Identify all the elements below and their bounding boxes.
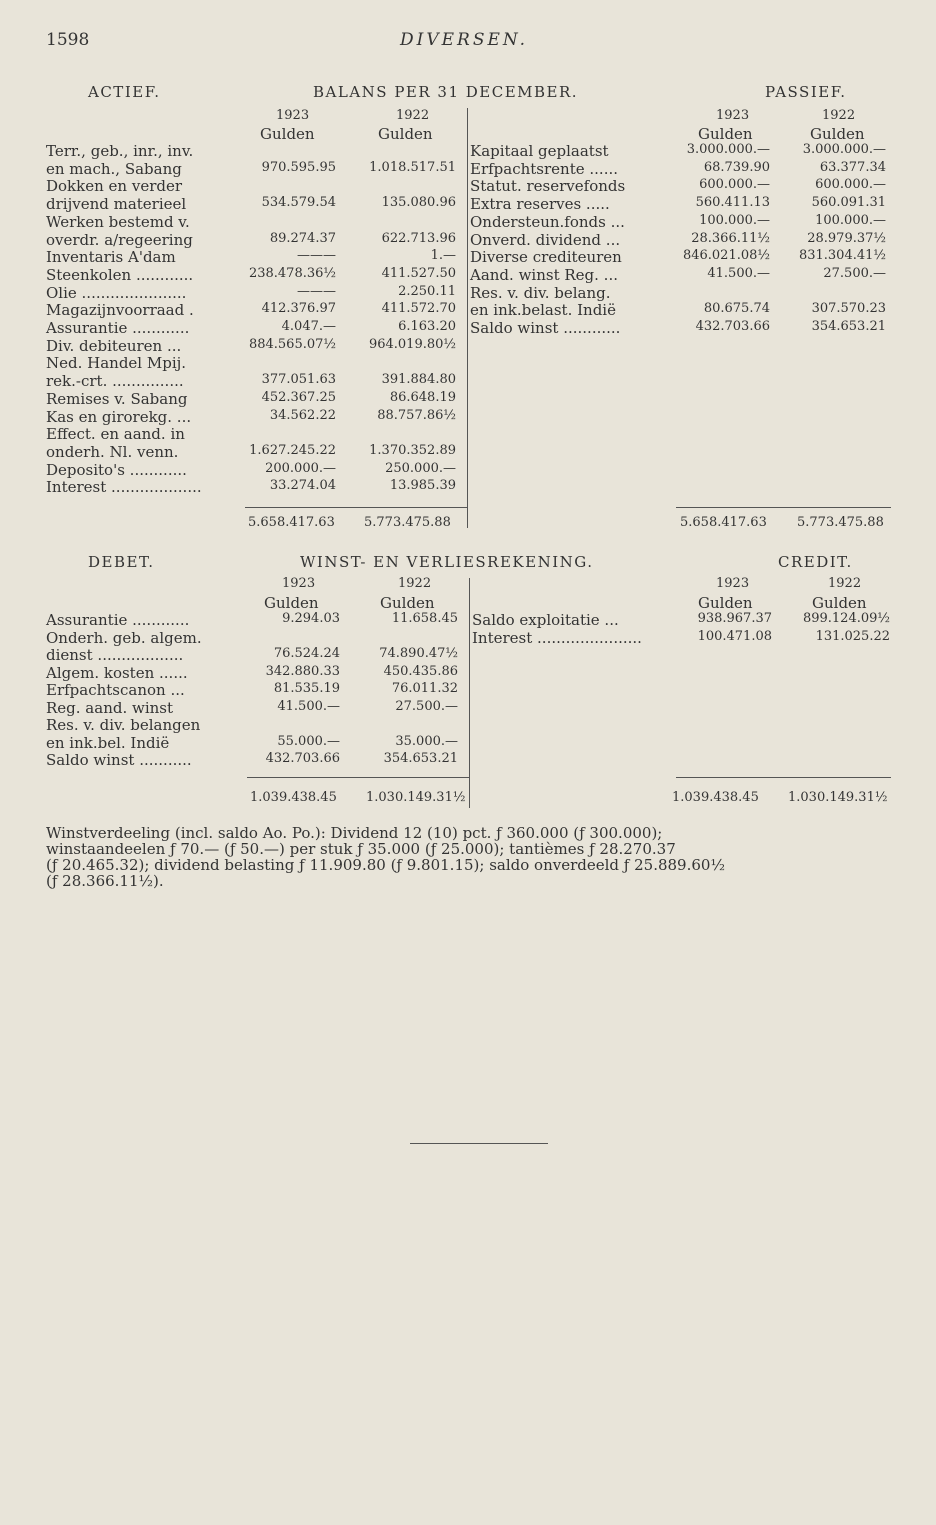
asset-row-label: Werken bestemd v. (46, 212, 190, 231)
asset-row-value-1923: 33.274.04 (269, 478, 336, 494)
pl-center-heading: WINST- EN VERLIESREKENING. (300, 553, 594, 571)
liab-total-1922: 5.773.475.88 (797, 515, 884, 530)
credit-row-value-1923: 938.967.37 (697, 611, 772, 626)
pl-credit-currency-1922: Gulden (812, 594, 867, 612)
asset-row-label: Terr., geb., inr., inv. (46, 142, 194, 160)
debit-row-value-1923: 55.000.— (277, 733, 340, 749)
balance-assets-year-1923: 1923 (276, 108, 310, 123)
debit-row-label: en ink.bel. Indië (46, 733, 170, 752)
liab-total-rule (676, 507, 891, 508)
debit-row-value-1923: 9.294.03 (282, 611, 340, 626)
asset-row-label: rek.-crt. ............... (46, 372, 184, 391)
liability-row-value-1922: 28.979.37½ (807, 230, 886, 246)
debit-row-label: Erfpachtscanon ... (46, 681, 185, 699)
debit-total-1923: 1.039.438.45 (250, 790, 337, 805)
balance-divider (467, 108, 468, 528)
asset-row-label: Deposito's ............ (46, 460, 187, 479)
asset-row-value-1923: 970.595.95 (261, 159, 336, 175)
balance-center-heading: BALANS PER 31 DECEMBER. (313, 83, 579, 101)
debit-row-value-1923: 342.880.33 (265, 663, 340, 679)
liability-row-value-1922: 600.000.— (815, 177, 886, 193)
liability-row-value-1923: 28.366.11½ (691, 230, 770, 246)
asset-row-value-1923: ——— (297, 248, 336, 264)
asset-row-label: Inventaris A'dam (46, 248, 176, 267)
pl-left-heading: DEBET. (88, 553, 155, 571)
asset-row-value-1922: 13.985.39 (389, 478, 456, 494)
asset-row-value-1923: 4.047.— (281, 319, 336, 334)
credit-total-1923: 1.039.438.45 (672, 790, 759, 805)
liability-row-value-1923: 432.703.66 (695, 319, 770, 334)
debit-row-value-1922: 27.500.— (395, 698, 458, 714)
asset-row-value-1922: 411.572.70 (381, 301, 456, 317)
liability-row-label: en ink.belast. Indië (470, 301, 616, 320)
assets-total-1922: 5.773.475.88 (364, 515, 451, 530)
liability-row-value-1922: 831.304.41½ (798, 248, 886, 264)
liability-row-label: Erfpachtsrente ...... (470, 159, 618, 178)
asset-row-label: overdr. a/regeering (46, 230, 193, 249)
asset-row-label: en mach., Sabang (46, 159, 182, 178)
debit-row-label: dienst .................. (46, 646, 184, 664)
closing-rule (410, 1143, 548, 1144)
asset-row-label: Effect. en aand. in (46, 425, 185, 444)
asset-row-value-1922: 86.648.19 (389, 389, 456, 405)
asset-row-value-1923: 238.478.36½ (248, 265, 336, 281)
asset-row-value-1923: 1.627.245.22 (249, 442, 336, 458)
asset-row-label: Div. debiteuren ... (46, 336, 182, 355)
debit-row-value-1922: 35.000.— (395, 733, 458, 749)
asset-row-value-1923: 412.376.97 (261, 301, 336, 317)
debit-row-value-1922: 354.653.21 (383, 751, 458, 766)
asset-row-label: Remises v. Sabang (46, 389, 188, 408)
asset-row-label: Dokken en verder (46, 177, 183, 196)
note-line-4: (ƒ 28.366.11½). (46, 872, 164, 890)
asset-row-value-1923: 200.000.— (265, 460, 336, 476)
liability-row-value-1922: 307.570.23 (811, 301, 886, 317)
liability-row-value-1922: 3.000.000.— (802, 142, 886, 157)
asset-row-value-1922: 622.713.96 (381, 230, 456, 246)
liability-row-label: Res. v. div. belang. (470, 283, 611, 302)
credit-row-label: Interest ...................... (472, 628, 642, 647)
asset-row-label: Magazijnvoorraad . (46, 301, 194, 320)
liability-row-value-1923: 3.000.000.— (686, 142, 770, 157)
asset-row-value-1922: 135.080.96 (381, 195, 456, 211)
balance-assets-year-1922: 1922 (396, 108, 430, 123)
liability-row-value-1923: 560.411.13 (695, 195, 770, 211)
balance-liab-year-1923: 1923 (716, 108, 750, 123)
profit-distribution-note (46, 825, 896, 889)
asset-row-label: Ned. Handel Mpij. (46, 354, 187, 373)
liability-row-label: Extra reserves ..... (470, 195, 610, 214)
debit-row-label: Assurantie ............ (46, 611, 190, 629)
liability-row-value-1923: 68.739.90 (703, 159, 770, 175)
pl-debit-year-1922: 1922 (398, 576, 432, 591)
asset-row-value-1923: ——— (297, 283, 336, 299)
asset-row-value-1923: 534.579.54 (261, 195, 336, 211)
balance-left-heading: ACTIEF. (88, 83, 161, 101)
debit-row-value-1923: 81.535.19 (273, 681, 340, 696)
balance-right-heading: PASSIEF. (765, 83, 847, 101)
asset-row-label: Kas en girorekg. ... (46, 407, 192, 426)
pl-debit-currency-1922: Gulden (380, 594, 435, 612)
credit-row-value-1922: 899.124.09½ (802, 611, 890, 626)
pl-right-heading: CREDIT. (778, 553, 853, 571)
balance-liab-currency-1923: Gulden (698, 125, 753, 143)
asset-row-value-1922: 6.163.20 (398, 319, 456, 334)
pl-divider (469, 578, 470, 808)
pl-debit-year-1923: 1923 (282, 576, 316, 591)
liability-row-value-1923: 41.500.— (707, 265, 770, 281)
liability-row-value-1923: 846.021.08½ (682, 248, 770, 264)
pl-credit-currency-1923: Gulden (698, 594, 753, 612)
liability-row-label: Aand. winst Reg. ... (470, 265, 618, 284)
debit-row-value-1922: 74.890.47½ (379, 646, 458, 661)
balance-liab-year-1922: 1922 (822, 108, 856, 123)
liability-row-value-1922: 27.500.— (823, 265, 886, 281)
pl-debit-currency-1923: Gulden (264, 594, 319, 612)
asset-row-value-1922: 1.370.352.89 (369, 442, 456, 458)
asset-row-value-1923: 89.274.37 (269, 230, 336, 246)
assets-total-rule (245, 507, 467, 508)
balance-assets-currency-1922: Gulden (378, 125, 433, 143)
liability-row-value-1923: 600.000.— (699, 177, 770, 193)
note-line-1: Winstverdeeling (incl. saldo Ao. Po.): Dividend 12 (10) pct. ƒ 360.000 (ƒ 300.000); (46, 824, 663, 842)
debit-row-value-1923: 432.703.66 (265, 751, 340, 766)
debit-row-label: Algem. kosten ...... (46, 663, 188, 682)
debit-row-value-1923: 76.524.24 (273, 646, 340, 661)
asset-row-value-1922: 88.757.86½ (377, 407, 456, 423)
note-line-2: winstaandeelen ƒ 70.— (ƒ 50.—) per stuk ƒ 35.000 (ƒ 25.000); tantièmes ƒ 28.270.37 (46, 840, 676, 858)
asset-row-label: Olie ...................... (46, 283, 187, 302)
credit-total-1922: 1.030.149.31½ (788, 790, 888, 805)
asset-row-label: onderh. Nl. venn. (46, 442, 179, 461)
liability-row-label: Kapitaal geplaatst (470, 142, 609, 160)
asset-row-value-1922: 411.527.50 (381, 265, 456, 281)
balance-liab-currency-1922: Gulden (810, 125, 865, 143)
asset-row-label: Steenkolen ............ (46, 265, 194, 284)
debit-total-rule (247, 777, 469, 778)
asset-row-value-1923: 884.565.07½ (248, 336, 336, 352)
asset-row-value-1923: 34.562.22 (269, 407, 336, 423)
page-number: 1598 (46, 30, 90, 50)
pl-credit-year-1923: 1923 (716, 576, 750, 591)
asset-row-value-1922: 1.018.517.51 (369, 159, 456, 175)
liability-row-label: Onverd. dividend ... (470, 230, 621, 249)
credit-row-value-1923: 100.471.08 (697, 628, 772, 644)
asset-row-label: Assurantie ............ (46, 319, 190, 337)
assets-total-1923: 5.658.417.63 (248, 515, 335, 530)
credit-row-value-1922: 131.025.22 (815, 628, 890, 644)
asset-row-value-1922: 391.884.80 (381, 372, 456, 388)
debit-total-1922: 1.030.149.31½ (366, 790, 466, 805)
liability-row-label: Saldo winst ............ (470, 319, 621, 337)
asset-row-value-1922: 2.250.11 (398, 283, 456, 299)
note-line-3: (ƒ 20.465.32); dividend belasting ƒ 11.909.80 (ƒ 9.801.15); saldo onverdeeld ƒ 25.889.60½ (46, 856, 725, 874)
asset-row-value-1923: 377.051.63 (261, 372, 336, 388)
liability-row-value-1922: 354.653.21 (811, 319, 886, 334)
liability-row-label: Statut. reservefonds (470, 177, 626, 196)
credit-total-rule (676, 777, 891, 778)
balance-assets-currency-1923: Gulden (260, 125, 315, 143)
asset-row-value-1923: 452.367.25 (261, 389, 336, 405)
liability-row-value-1923: 80.675.74 (703, 301, 770, 317)
liability-row-value-1922: 63.377.34 (819, 159, 886, 175)
running-title: DIVERSEN. (400, 30, 529, 50)
debit-row-value-1923: 41.500.— (277, 698, 340, 714)
liability-row-value-1922: 100.000.— (815, 212, 886, 228)
liab-total-1923: 5.658.417.63 (680, 515, 767, 530)
debit-row-value-1922: 11.658.45 (391, 611, 458, 626)
liability-row-label: Ondersteun.fonds ... (470, 212, 625, 231)
debit-row-value-1922: 76.011.32 (391, 681, 458, 696)
asset-row-label: Interest ................... (46, 478, 202, 497)
asset-row-label: drijvend materieel (46, 195, 187, 214)
asset-row-value-1922: 250.000.— (385, 460, 456, 476)
liability-row-label: Diverse crediteuren (470, 248, 622, 267)
debit-row-label: Reg. aand. winst (46, 698, 174, 717)
debit-row-value-1922: 450.435.86 (383, 663, 458, 679)
debit-row-label: Saldo winst ........... (46, 751, 192, 769)
debit-row-label: Res. v. div. belangen (46, 716, 201, 734)
pl-credit-year-1922: 1922 (828, 576, 862, 591)
debit-row-label: Onderh. geb. algem. (46, 628, 202, 647)
credit-row-label: Saldo exploitatie ... (472, 611, 619, 629)
asset-row-value-1922: 964.019.80½ (368, 336, 456, 352)
liability-row-value-1923: 100.000.— (699, 212, 770, 228)
liability-row-value-1922: 560.091.31 (811, 195, 886, 211)
asset-row-value-1922: 1.— (430, 248, 456, 264)
